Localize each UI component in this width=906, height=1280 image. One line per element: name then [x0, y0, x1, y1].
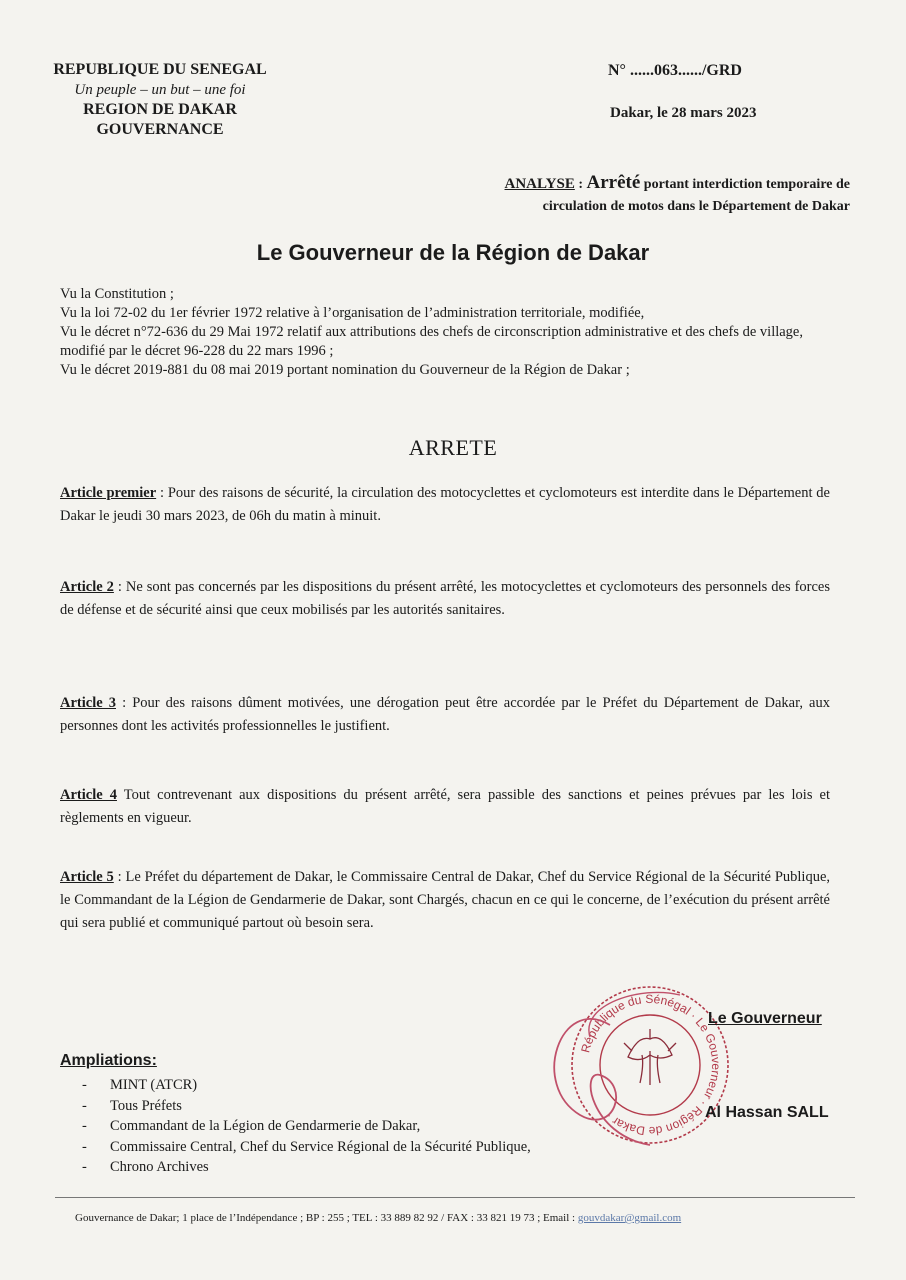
- ampliations-list: [82, 1075, 531, 1178]
- article-1: [60, 482, 830, 528]
- official-stamp-seal: [520, 965, 780, 1165]
- page-title: Le Gouverneur de la Région de Dakar: [256, 240, 650, 265]
- list-item: - Tous Préfets: [82, 1097, 182, 1114]
- republic-name: REPUBLIQUE DU SENEGAL: [53, 61, 267, 78]
- vu-item: Vu le décret 2019-881 du 08 mai 2019 portant nomination du Gouverneur de la Région de Dakar ;: [60, 362, 630, 378]
- analyse-arrete-word: Arrêté: [586, 172, 641, 193]
- footer-contact: [75, 1212, 681, 1224]
- analyse-label: ANALYSE: [504, 176, 575, 192]
- article-sep: :: [113, 869, 126, 885]
- article-text: Tout contrevenant aux dispositions du présent arrêté, sera passible des sanctions et peines prévues par les lois et règlements en vigueur.: [60, 787, 830, 826]
- vu-list: [60, 285, 850, 380]
- article-label: Article 5: [60, 869, 114, 885]
- signatory-name: Al Hassan SALL: [705, 1104, 829, 1121]
- list-item: - Commissaire Central, Chef du Service Régional de la Sécurité Publique,: [82, 1138, 531, 1155]
- analyse-line2: circulation de motos dans le Département de Dakar: [542, 199, 850, 214]
- document-date: Dakar, le 28 mars 2023: [610, 105, 757, 121]
- vu-item: Vu la Constitution ;: [60, 286, 174, 302]
- region-name: REGION DE DAKAR: [83, 101, 237, 118]
- article-text: Pour des raisons dûment motivées, une dérogation peut être accordée par le Préfet du Département de Dakar, aux personnes dont les activités professionnelles le justifient.: [60, 695, 830, 734]
- national-motto: Un peuple – un but – une foi: [74, 82, 246, 98]
- article-text: Pour des raisons de sécurité, la circulation des motocyclettes et cyclomoteurs est interdite dans le Département de Dakar le jeudi 30 mars 2023, de 06h du matin à minuit.: [60, 485, 830, 524]
- article-5: [60, 866, 830, 935]
- footer-divider: [55, 1197, 855, 1198]
- analyse-line1: portant interdiction temporaire de: [640, 177, 850, 192]
- list-item: - Chrono Archives: [82, 1159, 209, 1175]
- list-item: - MINT (ATCR): [82, 1077, 198, 1093]
- vu-item: Vu la loi 72-02 du 1er février 1972 relative à l’organisation de l’administration territoriale, modifiée,: [60, 305, 645, 321]
- signatory-title: Le Gouverneur: [708, 1010, 822, 1027]
- article-label: Article premier: [60, 485, 157, 501]
- ampliations-title: Ampliations:: [60, 1052, 157, 1069]
- article-2: [60, 576, 830, 622]
- vu-item: Vu le décret n°72-636 du 29 Mai 1972 relatif aux attributions des chefs de circonscription administrative et des chefs de village, modifié par le décret 96-228 du 22 mars 1996 ;: [60, 324, 803, 359]
- article-4: [60, 784, 830, 830]
- article-text: Le Préfet du département de Dakar, le Commissaire Central de Dakar, Chef du Service Régional de la Sécurité Publique, le Commandant de la Légion de Gendarmerie de Dakar, sont Chargés, chacun en ce qui le concerne, de l’exécution du présent arrêté qui sera publié et communiqué partout où besoin sera.: [60, 869, 830, 931]
- analyse-sep: :: [574, 177, 587, 192]
- article-sep: :: [116, 695, 133, 711]
- header-left-block: [40, 60, 280, 140]
- article-label: Article 2: [60, 579, 114, 595]
- article-label: Article 3: [60, 695, 116, 711]
- article-sep: :: [156, 485, 168, 501]
- article-3: [60, 692, 830, 738]
- office-name: GOUVERNANCE: [96, 121, 224, 138]
- analyse-block: [300, 172, 850, 218]
- list-item: - Commandant de la Légion de Gendarmerie de Dakar,: [82, 1118, 421, 1134]
- article-sep: [117, 787, 124, 803]
- article-text: Ne sont pas concernés par les dispositions du présent arrêté, les motocyclettes et cyclomoteurs des personnels des forces de défense et de sécurité ainsi que ceux mobilisés par les autorités sanitaires.: [60, 579, 830, 618]
- article-sep: :: [113, 579, 126, 595]
- baobab-emblem-icon: [624, 1029, 676, 1085]
- footer-email-link[interactable]: gouvdakar@gmail.com: [577, 1212, 682, 1224]
- stamp-ring-text: République du Sénégal · Le Gouverneur · Région de Dakar ·: [578, 991, 724, 1139]
- article-label: Article 4: [60, 787, 117, 803]
- reference-number: N° ......063....../GRD: [608, 62, 742, 79]
- footer-text: Gouvernance de Dakar; 1 place de l’Indépendance ; BP : 255 ; TEL : 33 889 82 92 / FAX : 33 821 19 73 ; Email :: [75, 1212, 578, 1224]
- arrete-heading: ARRETE: [408, 435, 498, 460]
